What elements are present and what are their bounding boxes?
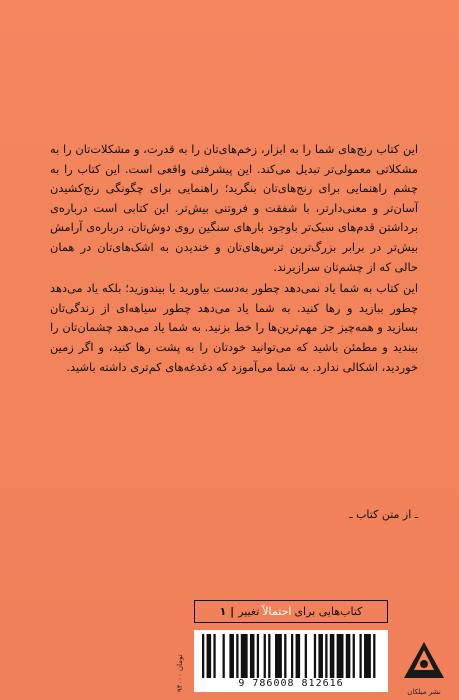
- barcode-bar: [213, 634, 215, 678]
- blurb-paragraph-1: این کتاب رنج‌های شما را به ابزار، زخم‌های‌تان را به قدرت، و مشکلات‌تان را به مشکلاتی معمولی‌تر تبدیل می‌کند. این پیشرفتی واقعی است. این کتاب را به چشم راهنمایی برای رنج‌های‌تان بنگرید؛ راهنمایی برای چگونگی رنج‌کشیدن آسان‌تر و معنی‌دارتر، با شفقت و فروتنی بیش‌تر. این کتابی است درباره‌ی برداشتن قدم‌های سبک‌تر باوجود بارهای سنگین روی دوش‌تان، درباره‌ی آرامش بیش‌تر در برابر بزرگ‌ترین ترس‌های‌تان و خندیدن به اشک‌های‌تان در همان حالی که از چشم‌تان سرازیرند.: [50, 142, 418, 274]
- series-prefix: کتاب‌هایی برای: [294, 605, 363, 618]
- barcode-bar: [202, 634, 204, 678]
- barcode-bar: [275, 634, 282, 678]
- source-attribution: ـ از متن کتاب ـ: [349, 508, 418, 521]
- barcode-bar: [346, 634, 351, 678]
- barcode-bar: [359, 634, 361, 678]
- barcode-bar: [373, 634, 375, 678]
- publisher-logo-icon: [402, 640, 446, 690]
- publisher-name: نشر میلکان: [407, 688, 441, 696]
- series-suffix: تغییر: [238, 605, 260, 618]
- barcode-bar: [207, 634, 212, 678]
- barcode-bar: [364, 634, 371, 678]
- series-number: | ۱: [219, 605, 235, 618]
- barcode-bar: [223, 634, 225, 678]
- barcode-bar: [337, 634, 344, 678]
- blurb-text: [50, 140, 418, 379]
- barcode-bar: [353, 634, 355, 678]
- barcode-bar: [318, 634, 323, 678]
- barcode-bar: [305, 634, 307, 678]
- barcode-bar: [236, 634, 238, 678]
- barcode-bar: [241, 634, 248, 678]
- barcode-bar: [284, 634, 286, 678]
- barcode: [194, 630, 388, 692]
- barcode-bar: [257, 634, 259, 678]
- blurb-paragraph-2: این کتاب به شما یاد نمی‌دهد چطور به‌دست بیاورید یا بیندوزید؛ بلکه یاد می‌دهد چطور ببازید و رها کنید. به شما یاد می‌دهد چطور سیاهه‌ای از زندگی‌تان بسازید و همه‌چیز جز مهم‌ترین‌ها را خط بزنید. به شما یاد می‌دهد چشمان‌تان را ببندید و مطمئن باشید که می‌توانید خودتان را به پشت رها کنید، و اگر زمین خوردید، اشکالی ندارد. به شما می‌آموزد که دغدغه‌های کم‌تری داشته باشید.: [50, 281, 418, 374]
- barcode-bar: [250, 634, 255, 678]
- barcode-bar: [314, 634, 316, 678]
- barcode-digits: 9 786008 812616: [238, 678, 344, 689]
- barcode-bar: [291, 634, 293, 678]
- barcode-bar: [264, 634, 266, 678]
- barcode-bar: [268, 634, 270, 678]
- series-highlight: احتمالاً: [262, 605, 292, 618]
- barcode-bar: [330, 634, 335, 678]
- price-side-text: ۹۴۰۰۰ تومان: [176, 654, 184, 692]
- barcode-bars: [202, 634, 380, 678]
- barcode-bar: [296, 634, 301, 678]
- series-label: [194, 600, 388, 623]
- barcode-bar: [325, 634, 327, 678]
- barcode-bar: [229, 634, 234, 678]
